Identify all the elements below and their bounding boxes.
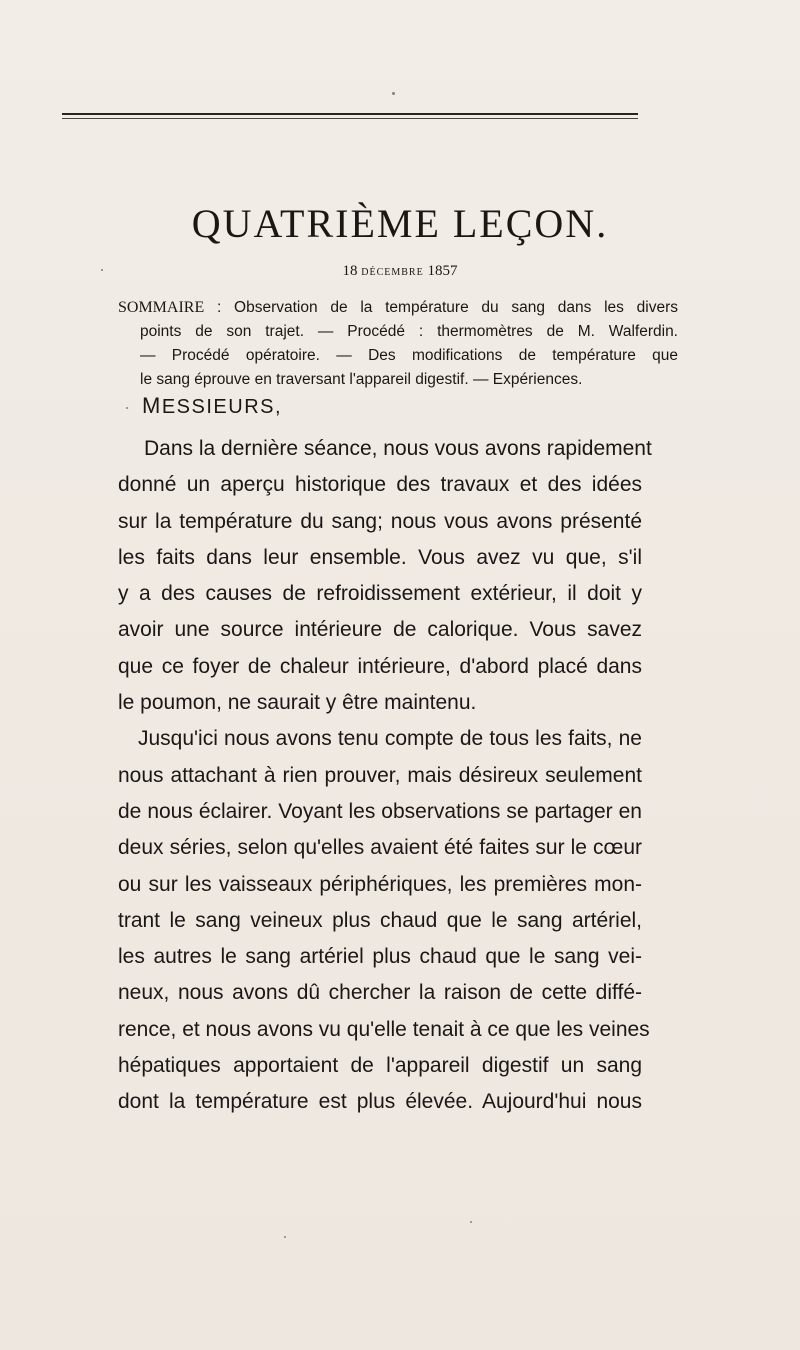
summary-line: — Procédé opératoire. — Des modifications de température que [140, 347, 678, 364]
paper-speck [126, 407, 128, 409]
text-line: les faits dans leur ensemble. Vous avez vu que, s'il [118, 545, 642, 569]
text-line: ou sur les vaisseaux périphériques, les premières mon- [118, 872, 642, 896]
paper-speck [101, 269, 103, 271]
text-line: dont la température est plus élevée. Aujourd'hui nous [118, 1090, 642, 1114]
paper-speck [284, 1236, 286, 1238]
text-line: trant le sang veineux plus chaud que le sang artériel, [118, 908, 642, 932]
text-line: y a des causes de refroidissement extérieur, il doit y [118, 582, 642, 606]
text-line: Jusqu'ici nous avons tenu compte de tous les faits, ne [138, 727, 642, 751]
text-line: nous attachant à rien prouver, mais désireux seulement [118, 763, 642, 787]
date-year: 1857 [427, 263, 458, 279]
text-line: hépatiques apportaient de l'appareil digestif un sang [118, 1054, 642, 1078]
date-day: 18 [342, 263, 358, 279]
text-line: que ce foyer de chaleur intérieure, d'abord placé dans [118, 654, 642, 678]
summary-block [118, 296, 678, 392]
text-line: deux séries, selon qu'elles avaient été faites sur le cœur [118, 836, 642, 860]
text-line: sur la température du sang; nous vous avons présenté [118, 509, 642, 533]
date-month: décembre [361, 264, 424, 279]
summary-line: le sang éprouve en traversant l'appareil digestif. — Expériences. [140, 371, 583, 388]
paper-speck [392, 92, 395, 95]
summary-line [118, 296, 678, 320]
lesson-title: QUATRIÈME LEÇON. [191, 201, 609, 246]
summary-text: : Observation de la température du sang dans les divers [216, 299, 678, 316]
header-rule-thin [62, 118, 638, 119]
salutation-rest: ESSIEURS, [161, 396, 283, 418]
summary-label: SOMMAIRE [118, 299, 205, 316]
text-line: le poumon, ne saurait y être maintenu. [118, 691, 477, 715]
lesson-date [0, 261, 800, 282]
body-text [118, 431, 652, 1121]
text-line: rence, et nous avons vu qu'elle tenait à ce que les veines [118, 1017, 650, 1041]
summary-line: points de son trajet. — Procédé : thermomètres de M. Walferdin. [140, 323, 678, 340]
text-line: neux, nous avons dû chercher la raison de cette diffé- [118, 981, 642, 1005]
text-line: de nous éclairer. Voyant les observations se partager en [118, 799, 642, 823]
text-line: Dans la dernière séance, nous vous avons rapidement [144, 437, 652, 460]
text-line: donné un aperçu historique des travaux et des idées [118, 473, 642, 497]
paper-speck [470, 1221, 472, 1223]
salutation [142, 393, 282, 420]
header-rule [62, 113, 638, 115]
text-line: avoir une source intérieure de calorique. Vous savez [118, 618, 642, 642]
text-line: les autres le sang artériel plus chaud que le sang vei- [118, 945, 642, 969]
salutation-initial: M [142, 393, 162, 418]
